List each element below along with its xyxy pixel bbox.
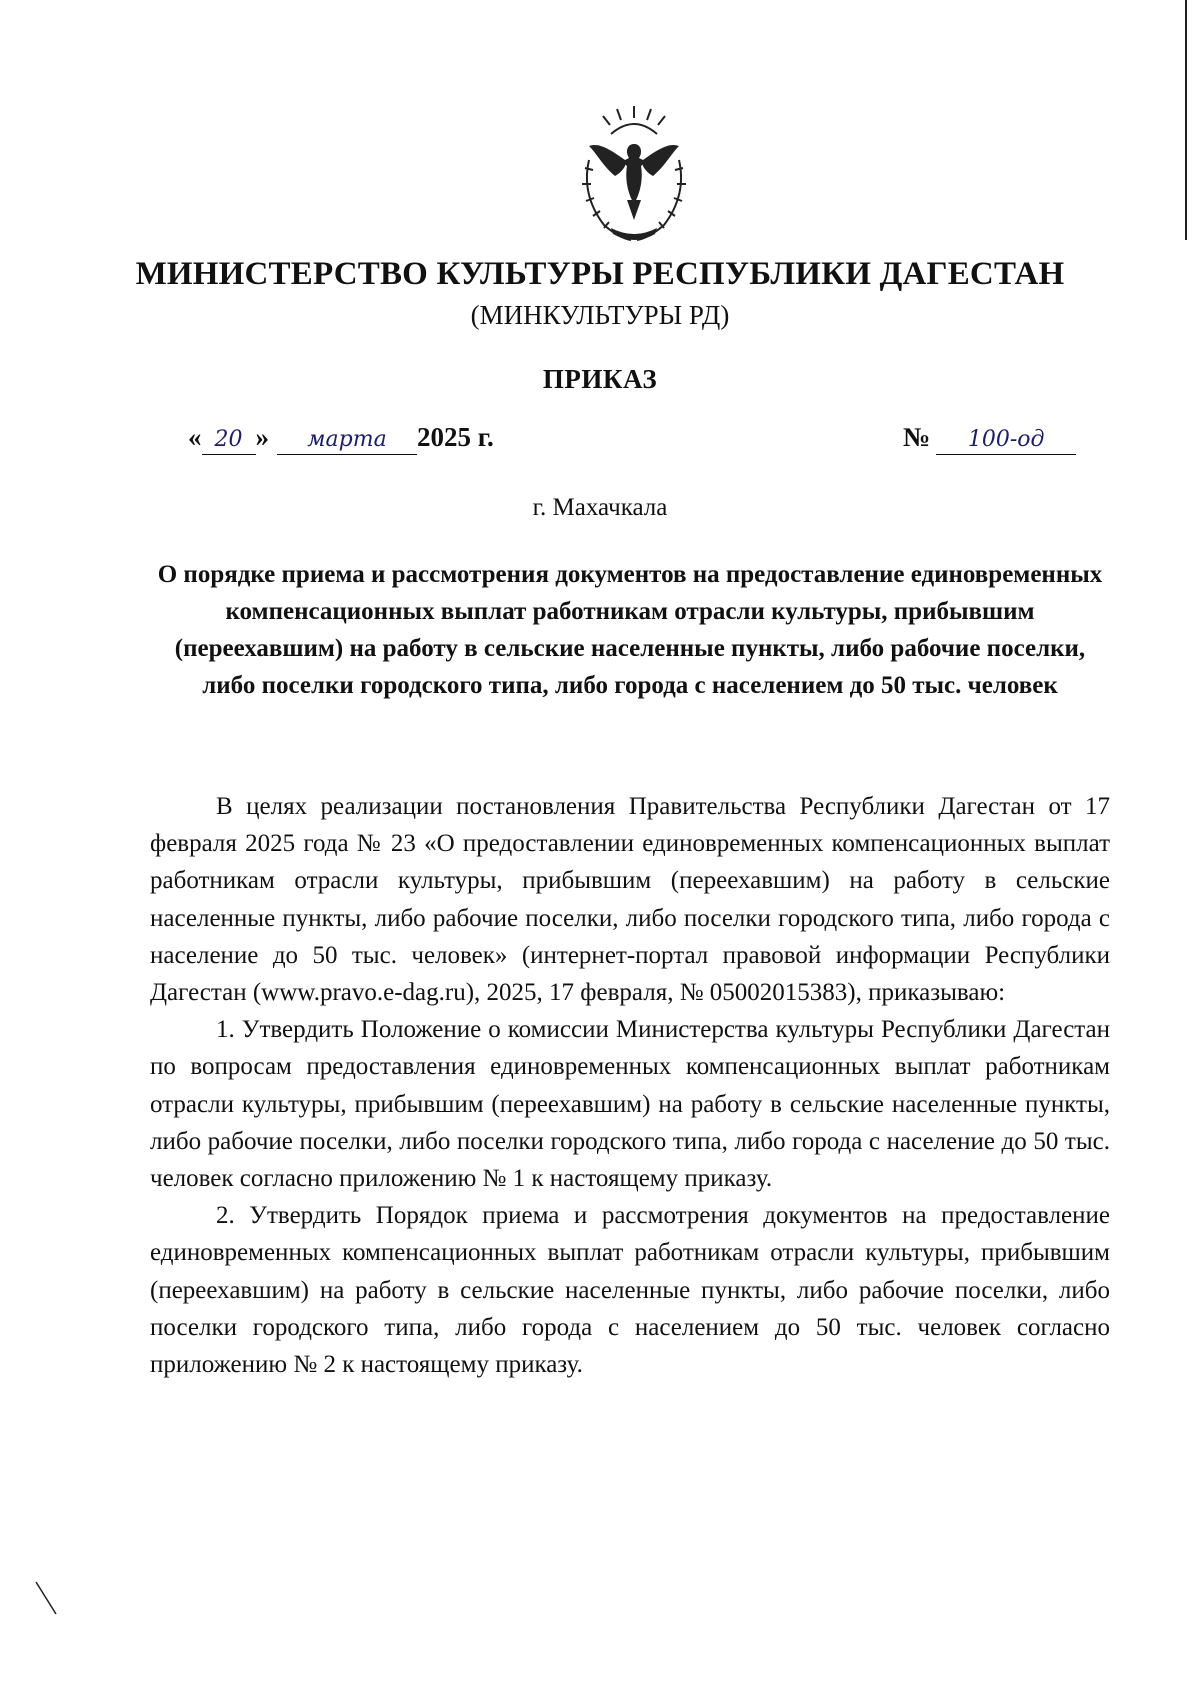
order-number [903, 422, 1076, 455]
ministry-abbreviation: (МИНКУЛЬТУРЫ РД) [470, 300, 730, 330]
scan-margin-line [1185, 0, 1187, 240]
number-value-handwritten: 100-од [967, 427, 1045, 452]
number-label: № [903, 422, 931, 452]
date-year: 2025 г. [417, 422, 494, 452]
paragraph-item-2: 2. Утвердить Порядок приема и рассмотрения документов на предоставление единовременных компенсационных выплат работникам отрасли культуры, прибывшим (переехавшим) на работу в сельские населенные пункты, либо рабочие поселки, либо поселки городского типа, либо города с населением до 50 тыс. человек согласно приложению № 2 к настоящему приказу. [150, 1202, 1110, 1379]
paragraph-preamble: В целях реализации постановления Правительства Республики Дагестан от 17 февраля 2025 года № 23 «О предоставлении единовременных компенсационных выплат работникам отрасли культуры, прибывшим (переехавшим) на работу в сельские населенные пункты, либо рабочие поселки, либо поселки городского типа, либо города с население до 50 тыс. человек» (интернет-портал правовой информации Республики Дагестан (www.pravo.e-dag.ru), 2025, 17 февраля, № 05002015383), приказываю: [150, 793, 1110, 1007]
date-open-quote: « [188, 422, 202, 452]
order-subject: О порядке приема и рассмотрения документов на предоставление единовременных компенсационных выплат работникам отрасли культуры, прибывшим (переехавшим) на работу в сельские населенные пункты, либо рабочие поселки, либо поселки городского типа, либо города с населением до 50 тыс. человек [157, 561, 1103, 699]
coat-of-arms-eagle-icon [559, 100, 709, 250]
ministry-name: МИНИСТЕРСТВО КУЛЬТУРЫ РЕСПУБЛИКИ ДАГЕСТАН [135, 256, 1065, 292]
date-day-handwritten: 20 [214, 427, 243, 452]
date-month-handwritten: марта [307, 427, 387, 452]
date-close-quote: » [255, 422, 269, 452]
city: г. Махачкала [532, 494, 668, 521]
scan-corner-mark [34, 1580, 58, 1616]
paragraph-item-1: 1. Утвердить Положение о комиссии Министерства культуры Республики Дагестан по вопросам предоставления единовременных компенсационных выплат работникам отрасли культуры, прибывшим (переехавшим) на работу в сельские населенные пункты, либо рабочие поселки, либо поселки городского типа, либо города с население до 50 тыс. человек согласно приложению № 1 к настоящему приказу. [150, 1016, 1110, 1193]
order-date [188, 422, 494, 455]
order-body [150, 788, 1110, 1383]
document-type: ПРИКАЗ [542, 364, 658, 394]
